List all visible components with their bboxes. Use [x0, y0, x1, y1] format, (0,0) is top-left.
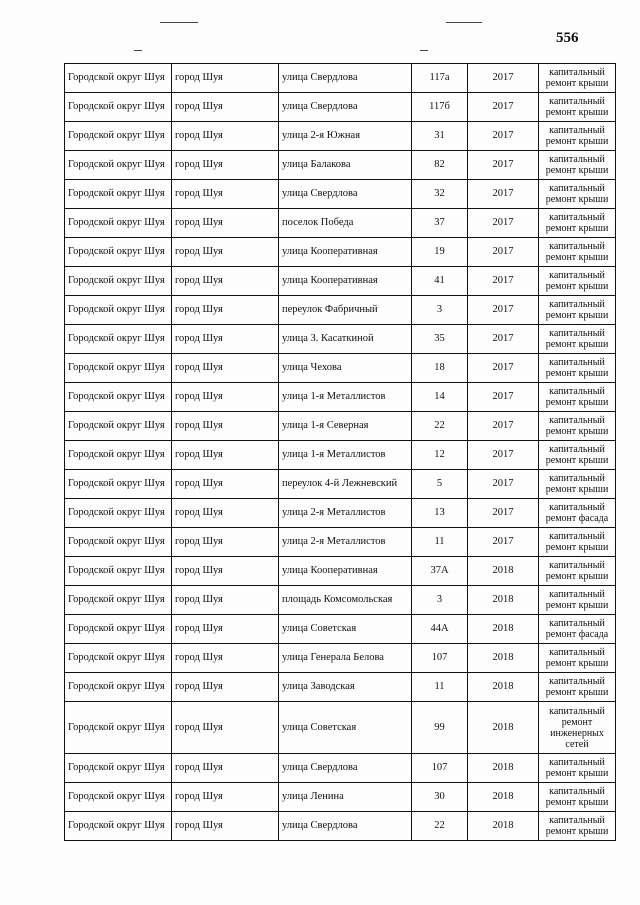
work-type-cell: капитальный ремонт крыши	[539, 812, 616, 841]
year-cell: 2017	[468, 528, 539, 557]
street-cell: улица Генерала Белова	[279, 644, 412, 673]
city-cell: город Шуя	[172, 238, 279, 267]
year-cell: 2017	[468, 151, 539, 180]
district-cell: Городской округ Шуя	[65, 64, 172, 93]
house-number-cell: 35	[412, 325, 468, 354]
district-cell: Городской округ Шуя	[65, 812, 172, 841]
street-cell: улица 2-я Металлистов	[279, 528, 412, 557]
table-row	[65, 383, 616, 412]
repair-registry-table	[64, 63, 616, 841]
table-row	[65, 412, 616, 441]
city-cell: город Шуя	[172, 441, 279, 470]
table-row	[65, 441, 616, 470]
district-cell: Городской округ Шуя	[65, 783, 172, 812]
street-cell: улица Кооперативная	[279, 238, 412, 267]
street-cell: улица 1-я Металлистов	[279, 441, 412, 470]
city-cell: город Шуя	[172, 615, 279, 644]
work-type-cell: капитальный ремонт крыши	[539, 151, 616, 180]
table-row	[65, 470, 616, 499]
city-cell: город Шуя	[172, 783, 279, 812]
district-cell: Городской округ Шуя	[65, 441, 172, 470]
year-cell: 2017	[468, 209, 539, 238]
district-cell: Городской округ Шуя	[65, 383, 172, 412]
house-number-cell: 82	[412, 151, 468, 180]
street-cell: улица 2-я Южная	[279, 122, 412, 151]
district-cell: Городской округ Шуя	[65, 754, 172, 783]
city-cell: город Шуя	[172, 93, 279, 122]
street-cell: улица Свердлова	[279, 93, 412, 122]
city-cell: город Шуя	[172, 412, 279, 441]
work-type-cell: капитальный ремонт крыши	[539, 557, 616, 586]
year-cell: 2017	[468, 296, 539, 325]
work-type-cell: капитальный ремонт крыши	[539, 528, 616, 557]
district-cell: Городской округ Шуя	[65, 702, 172, 754]
year-cell: 2017	[468, 238, 539, 267]
city-cell: город Шуя	[172, 64, 279, 93]
city-cell: город Шуя	[172, 325, 279, 354]
year-cell: 2018	[468, 673, 539, 702]
table-row	[65, 702, 616, 754]
house-number-cell: 44А	[412, 615, 468, 644]
house-number-cell: 117б	[412, 93, 468, 122]
street-cell: площадь Комсомольская	[279, 586, 412, 615]
house-number-cell: 37А	[412, 557, 468, 586]
house-number-cell: 5	[412, 470, 468, 499]
street-cell: улица Свердлова	[279, 180, 412, 209]
table-row	[65, 151, 616, 180]
district-cell: Городской округ Шуя	[65, 586, 172, 615]
city-cell: город Шуя	[172, 180, 279, 209]
year-cell: 2017	[468, 325, 539, 354]
year-cell: 2018	[468, 615, 539, 644]
table-row	[65, 644, 616, 673]
house-number-cell: 99	[412, 702, 468, 754]
city-cell: город Шуя	[172, 812, 279, 841]
street-cell: улица Свердлова	[279, 812, 412, 841]
year-cell: 2018	[468, 754, 539, 783]
table-row	[65, 296, 616, 325]
district-cell: Городской округ Шуя	[65, 122, 172, 151]
street-cell: переулок Фабричный	[279, 296, 412, 325]
year-cell: 2018	[468, 783, 539, 812]
house-number-cell: 30	[412, 783, 468, 812]
city-cell: город Шуя	[172, 267, 279, 296]
table-row	[65, 209, 616, 238]
work-type-cell: капитальный ремонт крыши	[539, 296, 616, 325]
table-row	[65, 615, 616, 644]
table-row	[65, 812, 616, 841]
page-number: 556	[556, 30, 579, 46]
district-cell: Городской округ Шуя	[65, 151, 172, 180]
house-number-cell: 22	[412, 812, 468, 841]
city-cell: город Шуя	[172, 122, 279, 151]
city-cell: город Шуя	[172, 557, 279, 586]
work-type-cell: капитальный ремонт крыши	[539, 644, 616, 673]
house-number-cell: 22	[412, 412, 468, 441]
table-row	[65, 122, 616, 151]
work-type-cell: капитальный ремонт крыши	[539, 180, 616, 209]
district-cell: Городской округ Шуя	[65, 296, 172, 325]
scan-mark	[420, 50, 428, 51]
street-cell: улица Заводская	[279, 673, 412, 702]
city-cell: город Шуя	[172, 673, 279, 702]
table-row	[65, 557, 616, 586]
table-row	[65, 499, 616, 528]
table-row	[65, 586, 616, 615]
work-type-cell: капитальный ремонт крыши	[539, 93, 616, 122]
street-cell: улица Советская	[279, 615, 412, 644]
city-cell: город Шуя	[172, 586, 279, 615]
city-cell: город Шуя	[172, 209, 279, 238]
city-cell: город Шуя	[172, 702, 279, 754]
street-cell: улица З. Касаткиной	[279, 325, 412, 354]
district-cell: Городской округ Шуя	[65, 557, 172, 586]
house-number-cell: 3	[412, 296, 468, 325]
house-number-cell: 32	[412, 180, 468, 209]
house-number-cell: 107	[412, 644, 468, 673]
street-cell: улица Чехова	[279, 354, 412, 383]
city-cell: город Шуя	[172, 754, 279, 783]
work-type-cell: капитальный ремонт крыши	[539, 586, 616, 615]
work-type-cell: капитальный ремонт крыши	[539, 754, 616, 783]
work-type-cell: капитальный ремонт крыши	[539, 412, 616, 441]
table-row	[65, 754, 616, 783]
table-row	[65, 528, 616, 557]
year-cell: 2017	[468, 383, 539, 412]
work-type-cell: капитальный ремонт инженерных сетей	[539, 702, 616, 754]
work-type-cell: капитальный ремонт фасада	[539, 615, 616, 644]
house-number-cell: 11	[412, 528, 468, 557]
table-row	[65, 325, 616, 354]
table-row	[65, 93, 616, 122]
city-cell: город Шуя	[172, 151, 279, 180]
district-cell: Городской округ Шуя	[65, 180, 172, 209]
district-cell: Городской округ Шуя	[65, 528, 172, 557]
table-row	[65, 238, 616, 267]
district-cell: Городской округ Шуя	[65, 470, 172, 499]
district-cell: Городской округ Шуя	[65, 238, 172, 267]
year-cell: 2018	[468, 644, 539, 673]
city-cell: город Шуя	[172, 354, 279, 383]
table-row	[65, 64, 616, 93]
city-cell: город Шуя	[172, 296, 279, 325]
year-cell: 2017	[468, 122, 539, 151]
street-cell: улица Кооперативная	[279, 267, 412, 296]
table-row	[65, 267, 616, 296]
year-cell: 2017	[468, 93, 539, 122]
city-cell: город Шуя	[172, 644, 279, 673]
street-cell: улица Ленина	[279, 783, 412, 812]
district-cell: Городской округ Шуя	[65, 615, 172, 644]
house-number-cell: 41	[412, 267, 468, 296]
district-cell: Городской округ Шуя	[65, 644, 172, 673]
house-number-cell: 18	[412, 354, 468, 383]
district-cell: Городской округ Шуя	[65, 499, 172, 528]
work-type-cell: капитальный ремонт крыши	[539, 783, 616, 812]
district-cell: Городской округ Шуя	[65, 209, 172, 238]
table-row	[65, 673, 616, 702]
work-type-cell: капитальный ремонт крыши	[539, 354, 616, 383]
house-number-cell: 3	[412, 586, 468, 615]
street-cell: улица 1-я Северная	[279, 412, 412, 441]
district-cell: Городской округ Шуя	[65, 325, 172, 354]
work-type-cell: капитальный ремонт крыши	[539, 238, 616, 267]
work-type-cell: капитальный ремонт крыши	[539, 267, 616, 296]
year-cell: 2017	[468, 354, 539, 383]
district-cell: Городской округ Шуя	[65, 673, 172, 702]
table-row	[65, 180, 616, 209]
year-cell: 2017	[468, 267, 539, 296]
house-number-cell: 14	[412, 383, 468, 412]
work-type-cell: капитальный ремонт крыши	[539, 441, 616, 470]
street-cell: улица Советская	[279, 702, 412, 754]
house-number-cell: 117а	[412, 64, 468, 93]
year-cell: 2017	[468, 499, 539, 528]
work-type-cell: капитальный ремонт крыши	[539, 325, 616, 354]
district-cell: Городской округ Шуя	[65, 412, 172, 441]
work-type-cell: капитальный ремонт крыши	[539, 383, 616, 412]
street-cell: улица Кооперативная	[279, 557, 412, 586]
house-number-cell: 13	[412, 499, 468, 528]
work-type-cell: капитальный ремонт крыши	[539, 673, 616, 702]
year-cell: 2017	[468, 64, 539, 93]
year-cell: 2018	[468, 557, 539, 586]
street-cell: улица Свердлова	[279, 64, 412, 93]
house-number-cell: 11	[412, 673, 468, 702]
year-cell: 2018	[468, 586, 539, 615]
work-type-cell: капитальный ремонт фасада	[539, 499, 616, 528]
year-cell: 2017	[468, 441, 539, 470]
house-number-cell: 107	[412, 754, 468, 783]
house-number-cell: 37	[412, 209, 468, 238]
work-type-cell: капитальный ремонт крыши	[539, 122, 616, 151]
city-cell: город Шуя	[172, 499, 279, 528]
work-type-cell: капитальный ремонт крыши	[539, 64, 616, 93]
work-type-cell: капитальный ремонт крыши	[539, 470, 616, 499]
table-row	[65, 783, 616, 812]
year-cell: 2017	[468, 412, 539, 441]
scan-mark	[446, 22, 482, 23]
year-cell: 2017	[468, 180, 539, 209]
district-cell: Городской округ Шуя	[65, 354, 172, 383]
work-type-cell: капитальный ремонт крыши	[539, 209, 616, 238]
scan-mark	[160, 22, 198, 23]
year-cell: 2018	[468, 812, 539, 841]
street-cell: переулок 4-й Лежневский	[279, 470, 412, 499]
registry-body	[65, 64, 616, 841]
house-number-cell: 12	[412, 441, 468, 470]
house-number-cell: 19	[412, 238, 468, 267]
district-cell: Городской округ Шуя	[65, 267, 172, 296]
street-cell: улица Свердлова	[279, 754, 412, 783]
house-number-cell: 31	[412, 122, 468, 151]
street-cell: улица 1-я Металлистов	[279, 383, 412, 412]
street-cell: улица Балакова	[279, 151, 412, 180]
table-row	[65, 354, 616, 383]
street-cell: улица 2-я Металлистов	[279, 499, 412, 528]
city-cell: город Шуя	[172, 528, 279, 557]
scan-mark	[134, 50, 142, 51]
district-cell: Городской округ Шуя	[65, 93, 172, 122]
year-cell: 2017	[468, 470, 539, 499]
city-cell: город Шуя	[172, 383, 279, 412]
city-cell: город Шуя	[172, 470, 279, 499]
year-cell: 2018	[468, 702, 539, 754]
street-cell: поселок Победа	[279, 209, 412, 238]
